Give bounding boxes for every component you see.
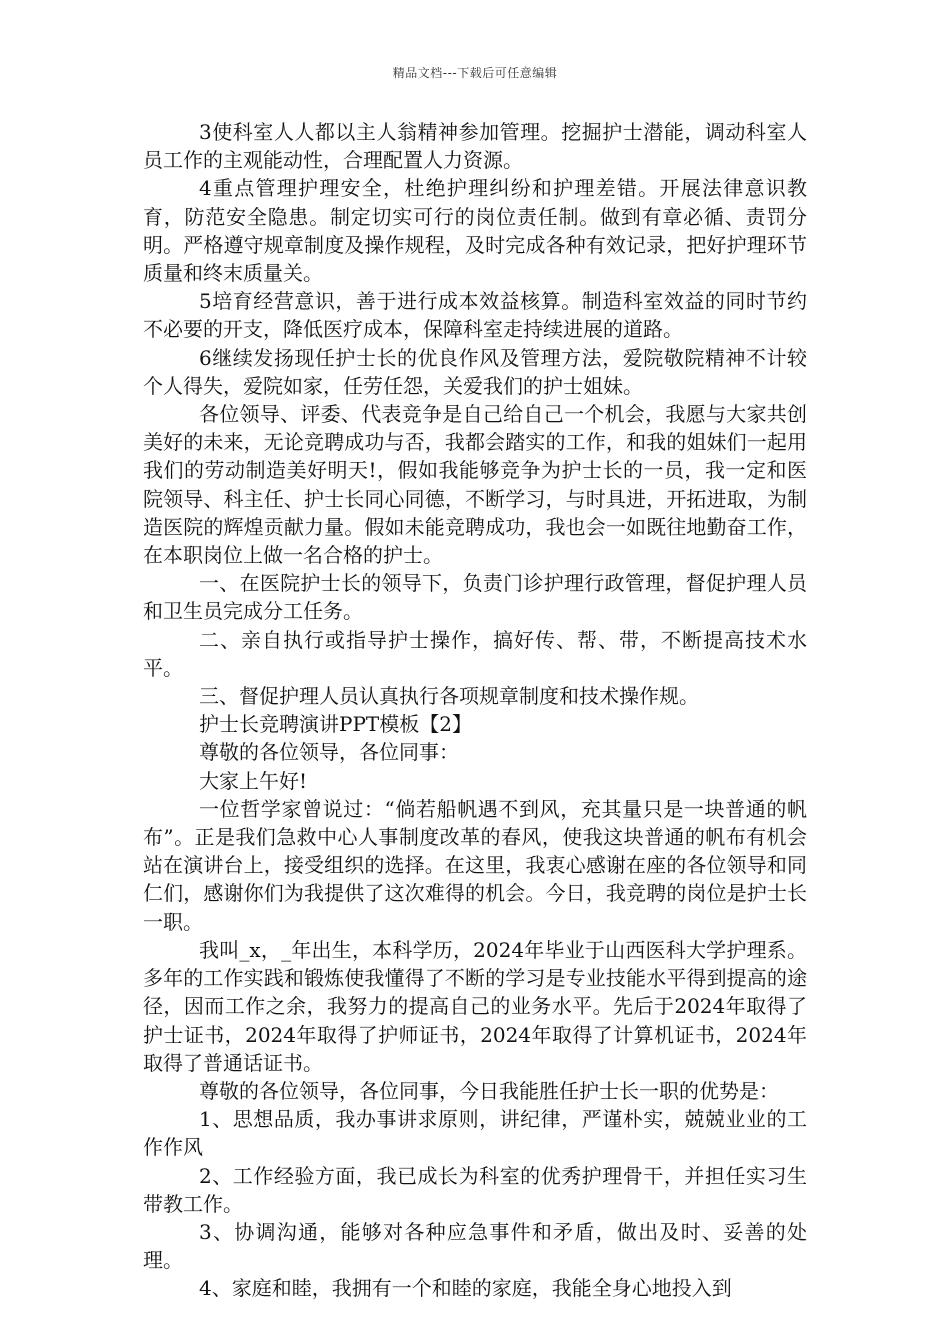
paragraph-6: 一、在医院护士长的领导下，负责门诊护理行政管理，督促护理人员和卫生员完成分工任务。 <box>143 571 807 624</box>
salutation: 尊敬的各位领导，各位同事： <box>199 740 459 765</box>
paragraph-8: 三、督促护理人员认真执行各项规章制度和技术操作规。 <box>199 684 699 709</box>
paragraph-18: 4、家庭和睦，我拥有一个和睦的家庭，我能全身心地投入到 <box>199 1276 732 1301</box>
paragraph-1: 3使科室人人都以主人翁精神参加管理。挖掘护士潜能，调动科室人员工作的主观能动性，合理配置人力资源。 <box>143 120 807 173</box>
paragraph-2: 4重点管理护理安全，杜绝护理纠纷和护理差错。开展法律意识教育，防范安全隐患。制定切实可行的岗位责任制。做到有章必循、责罚分明。严格遵守规章制度及操作规程，及时完成各种有效记录，把好护理环节质量和终末质量关。 <box>143 176 807 286</box>
paragraph-14: 尊敬的各位领导，各位同事，今日我能胜任护士长一职的优势是： <box>199 1078 779 1103</box>
paragraph-4: 6继续发扬现任护士长的优良作风及管理方法，爱院敬院精神不计较个人得失，爱院如家，任劳任怨，关爱我们的护士姐妹。 <box>143 345 807 398</box>
greeting: 大家上午好! <box>199 768 308 793</box>
document-body <box>143 118 807 1303</box>
section-title: 护士长竞聘演讲PPT模板【2】 <box>199 712 472 737</box>
paragraph-15: 1、思想品质，我办事讲求原则，讲纪律，严谨朴实，兢兢业业的工作作风 <box>143 1107 807 1160</box>
paragraph-5: 各位领导、评委、代表竞争是自己给自己一个机会，我愿与大家共创美好的未来，无论竞聘成功与否，我都会踏实的工作，和我的姐妹们一起用我们的劳动制造美好明天!，假如我能够竞争为护士长的一员，我一定和医院领导、科主任、护士长同心同德，不断学习，与时具进，开拓进取，为制造医院的辉煌贡献力量。假如未能竞聘成功，我也会一如既往地勤奋工作，在本职岗位上做一名合格的护士。 <box>143 402 807 568</box>
paragraph-12: 一位哲学家曾说过：“倘若船帆遇不到风，充其量只是一块普通的帆布”。正是我们急救中心人事制度改革的春风，使我这块普通的帆布有机会站在演讲台上，接受组织的选择。在这里，我衷心感谢在座的各位领导和同仁们，感谢你们为我提供了这次难得的机会。今日，我竞聘的岗位是护士长一职。 <box>143 796 807 934</box>
paragraph-16: 2、工作经验方面，我已成长为科室的优秀护理骨干，并担任实习生带教工作。 <box>143 1163 807 1216</box>
page-header: 精品文档---下载后可任意编辑 <box>392 66 558 80</box>
paragraph-3: 5培育经营意识，善于进行成本效益核算。制造科室效益的同时节约不必要的开支，降低医疗成本，保障科室走持续进展的道路。 <box>143 289 807 342</box>
paragraph-17: 3、协调沟通，能够对各种应急事件和矛盾，做出及时、妥善的处理。 <box>143 1219 807 1273</box>
paragraph-13: 我叫_x，_年出生，本科学历，2024年毕业于山西医科大学护理系。多年的工作实践和锻炼使我懂得了不断的学习是专业技能水平得到提高的途径，因而工作之余，我努力的提高自己的业务水平。先后于2024年取得了护士证书，2024年取得了护师证书，2024年取得了计算机证书，2024年取得了普通话证书。 <box>143 937 807 1075</box>
paragraph-7: 二、亲自执行或指导护士操作，搞好传、帮、带，不断提高技术水平。 <box>143 627 807 680</box>
